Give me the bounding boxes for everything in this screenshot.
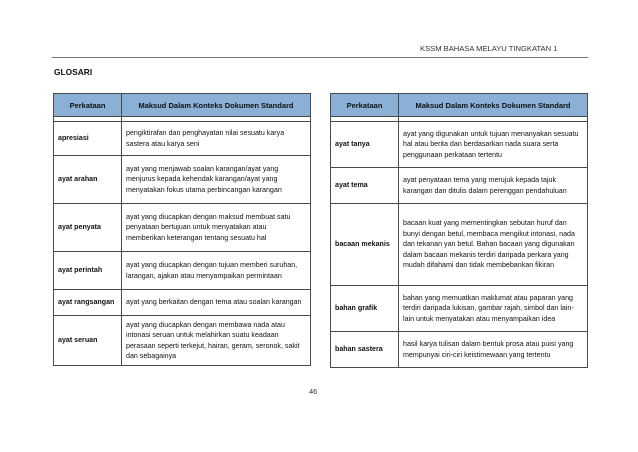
- glossary-term: ayat arahan: [54, 156, 122, 204]
- header-divider: [52, 57, 588, 58]
- glossary-term: bacaan mekanis: [331, 204, 399, 286]
- glossary-meaning: ayat yang diucapkan dengan membawa nada atau intonasi seruan untuk melahirkan suatu keadaan perasaan seperti terkejut, hairan, geram, seronok, sakit dan sebagainya: [122, 316, 311, 366]
- glossary-meaning: ayat yang berkaitan dengan tema atau soalan karangan: [122, 290, 311, 316]
- glossary-term: ayat seruan: [54, 316, 122, 366]
- table-row: [331, 168, 588, 204]
- glossary-term: ayat tema: [331, 168, 399, 204]
- glossary-meaning: ayat yang digunakan untuk tujuan menanyakan sesuatu hal atau berita dan berdasarkan nada suara serta penggunaan perkataan tertentu: [399, 122, 588, 168]
- glossary-term: ayat tanya: [331, 122, 399, 168]
- table-row: [54, 204, 311, 252]
- table-row: [54, 252, 311, 290]
- table-row: [331, 122, 588, 168]
- column-header-term: Perkataan: [331, 94, 399, 117]
- table-row: [54, 316, 311, 366]
- table-row: [331, 286, 588, 332]
- glossary-term: apresiasi: [54, 122, 122, 156]
- glossary-meaning: bacaan kuat yang mementingkan sebutan huruf dan bunyi dengan betul, membaca mengikut intonasi, nada dan tekanan yan betul. Bahan bacaan yang digunakan dalam bacaan mekanis terdiri daripada perkara yang mudah difahami dan tidak membebankan fikiran: [399, 204, 588, 286]
- glossary-term: bahan grafik: [331, 286, 399, 332]
- column-header-term: Perkataan: [54, 94, 122, 117]
- glossary-meaning: hasil karya tulisan dalam bentuk prosa atau puisi yang mempunyai ciri-ciri keistimewaan yang tertentu: [399, 332, 588, 368]
- table-header-row: [54, 94, 311, 117]
- glossary-meaning: pengiktirafan dan penghayatan nilai sesuatu karya sastera atau karya seni: [122, 122, 311, 156]
- table-row: [54, 290, 311, 316]
- page-number: 46: [309, 387, 318, 396]
- page-title: GLOSARI: [54, 67, 93, 77]
- glossary-table-left: [53, 93, 311, 366]
- document-header: KSSM BAHASA MELAYU TINGKATAN 1: [420, 44, 558, 53]
- glossary-meaning: ayat yang diucapkan dengan maksud membuat satu penyataan bertujuan untuk menyatakan atau memberikan keterangan tentang sesuatu hal: [122, 204, 311, 252]
- table-row: [54, 122, 311, 156]
- glossary-term: ayat perintah: [54, 252, 122, 290]
- glossary-meaning: ayat penyataan tema yang merujuk kepada tajuk karangan dan ditulis dalam perenggan pendahuluan: [399, 168, 588, 204]
- column-header-meaning: Maksud Dalam Konteks Dokumen Standard: [399, 94, 588, 117]
- glossary-table-right: [330, 93, 588, 368]
- table-row: [331, 332, 588, 368]
- glossary-term: bahan sastera: [331, 332, 399, 368]
- glossary-term: ayat rangsangan: [54, 290, 122, 316]
- glossary-meaning: bahan yang memuatkan maklumat atau paparan yang terdiri daripada lukisan, gambar rajah, simbol dan lain-lain untuk menyatakan atau menyampaikan idea: [399, 286, 588, 332]
- table-row: [331, 204, 588, 286]
- table-header-row: [331, 94, 588, 117]
- glossary-term: ayat penyata: [54, 204, 122, 252]
- table-row: [54, 156, 311, 204]
- glossary-meaning: ayat yang diucapkan dengan tujuan memberi suruhan, larangan, ajakan atau menyampaikan permintaan: [122, 252, 311, 290]
- glossary-meaning: ayat yang menjawab soalan karangan/ayat yang menjurus kepada kehendak karangan/ayat yang menyatakan fokus utama perbincangan karangan: [122, 156, 311, 204]
- column-header-meaning: Maksud Dalam Konteks Dokumen Standard: [122, 94, 311, 117]
